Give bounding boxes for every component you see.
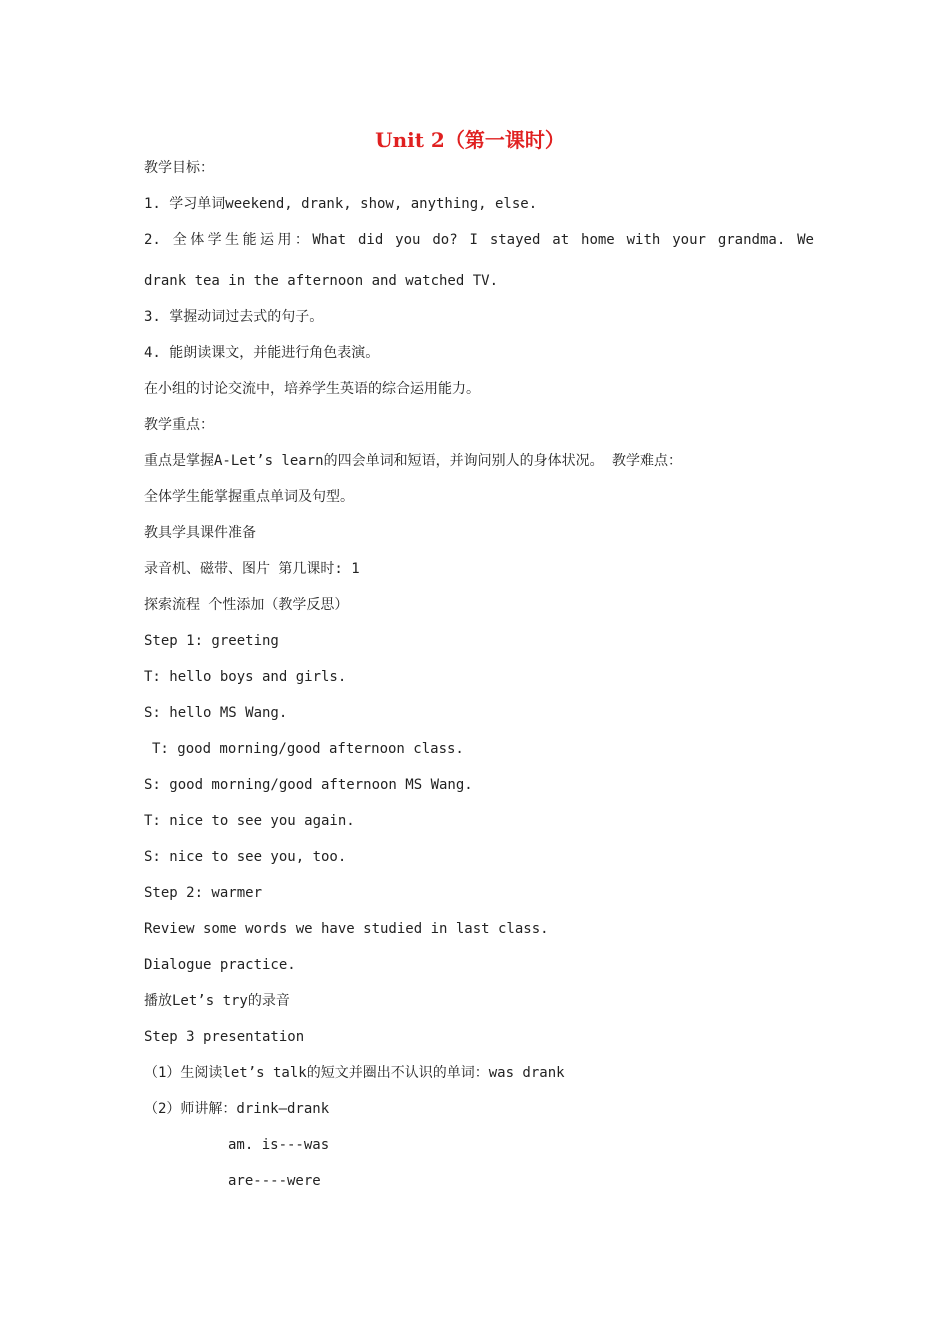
section-heading-materials: 教具学具课件准备 (144, 525, 256, 541)
objective-note: 在小组的讨论交流中，培养学生英语的综合运用能力。 (144, 381, 480, 397)
section-heading-process: 探索流程 个性添加（教学反思） (144, 597, 349, 613)
key-points-text: 重点是掌握A-Let’s learn的四会单词和短语，并询问别人的身体状况。 教学难点： (144, 453, 683, 469)
step-3-heading: Step 3 presentation (144, 1029, 305, 1045)
verb-form-line: am. is---was (228, 1137, 330, 1153)
verb-form-line: are----were (228, 1173, 321, 1189)
objective-item-3: 3. 掌握动词过去式的句子。 (144, 309, 324, 325)
step-2-text: 播放Let’s try的录音 (144, 993, 290, 1009)
dialogue-line: S: good morning/good afternoon MS Wang. (144, 777, 473, 793)
section-heading-key-points: 教学重点： (144, 417, 214, 433)
dialogue-line: T: hello boys and girls. (144, 669, 347, 685)
document-body (144, 150, 814, 1199)
objective-item-2-continued: drank tea in the afternoon and watched TV. (144, 273, 499, 289)
dialogue-line: T: good morning/good afternoon class. (152, 741, 464, 757)
step-2-text: Dialogue practice. (144, 957, 296, 973)
step-2-text: Review some words we have studied in last class. (144, 921, 549, 937)
materials-text: 录音机、磁带、图片 第几课时: 1 (144, 561, 360, 577)
dialogue-line: S: nice to see you, too. (144, 849, 347, 865)
section-heading-objectives: 教学目标： (144, 160, 214, 176)
step-3-item-1: （1）生阅读let’s talk的短文并圈出不认识的单词：was drank (144, 1065, 565, 1081)
step-3-item-2: （2）师讲解：drink—drank (144, 1101, 330, 1117)
objective-item-4: 4. 能朗读课文，并能进行角色表演。 (144, 345, 380, 361)
page-title: Unit 2（第一课时） (375, 128, 565, 152)
difficulty-text: 全体学生能掌握重点单词及句型。 (144, 489, 354, 505)
step-2-heading: Step 2: warmer (144, 885, 263, 901)
step-1-heading: Step 1: greeting (144, 633, 279, 649)
objective-item-2: 2. 全体学生能运用：What did you do? I stayed at home with your grandma. We (144, 232, 814, 248)
dialogue-line: T: nice to see you again. (144, 813, 355, 829)
dialogue-line: S: hello MS Wang. (144, 705, 288, 721)
objective-item-1: 1. 学习单词weekend, drank, show, anything, else. (144, 196, 538, 212)
